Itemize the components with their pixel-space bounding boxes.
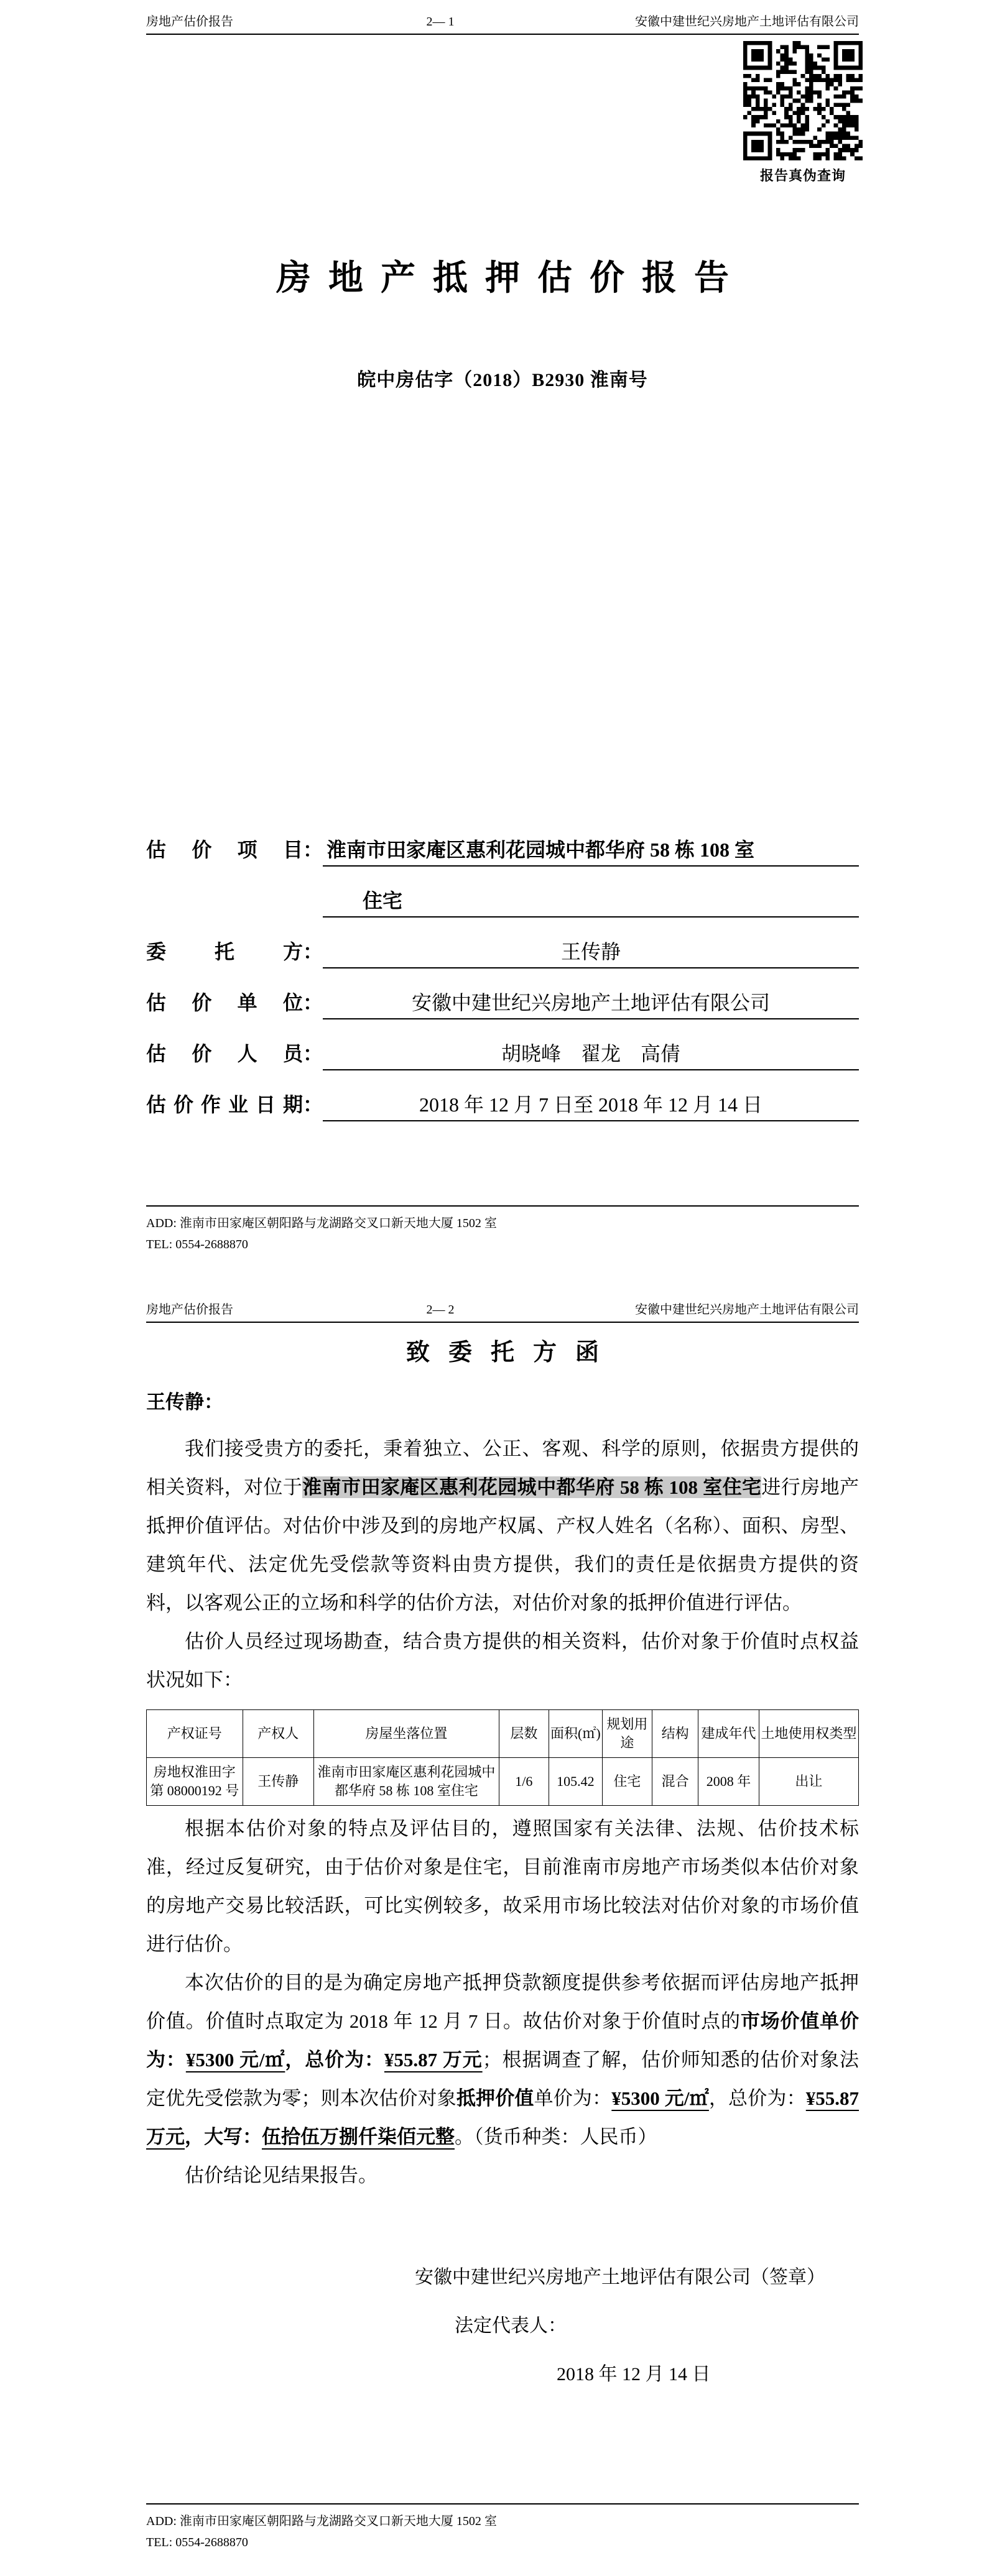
para4-unit-price-2: ¥5300 元/㎡ xyxy=(611,2087,709,2109)
table-cell-cert-no: 房地权淮田字第 08000192 号 xyxy=(147,1757,243,1805)
field-label-client: 委托方 xyxy=(146,941,303,963)
field-value-project-line1: 淮南市田家庵区惠利花园城中都华府 58 栋 108 室 xyxy=(323,834,859,867)
header-page-number: 2— 1 xyxy=(426,15,455,29)
table-row xyxy=(147,1757,859,1805)
header-company: 安徽中建世纪兴房地产土地评估有限公司 xyxy=(635,15,859,29)
header-doc-type: 房地产估价报告 xyxy=(146,15,233,29)
signature-company: 安徽中建世纪兴房地产土地评估有限公司（签章） xyxy=(415,2266,825,2288)
table-header-row xyxy=(147,1709,859,1757)
field-row-agency xyxy=(146,987,859,1019)
table-cell-area: 105.42 xyxy=(549,1757,602,1805)
field-value-appraisers: 胡晓峰 翟龙 高倩 xyxy=(323,1038,859,1070)
field-label-work-date: 估价作业日期 xyxy=(146,1093,303,1116)
letter-salutation: 王传静： xyxy=(146,1391,223,1413)
field-colon: ： xyxy=(303,839,323,861)
field-value-client: 王传静 xyxy=(323,936,859,968)
table-header-cell: 建成年代 xyxy=(698,1709,759,1757)
letter-paragraph-1 xyxy=(146,1430,859,1622)
header-page-number: 2— 2 xyxy=(426,1303,455,1317)
para4-text-a: 本次估价的目的是为确定房地产抵押贷款额度提供参考依据而评估房地产抵押价值。价值时点取定为 2018 年 12 月 7 日。故估价对象于价值时点的 xyxy=(146,1971,859,2032)
header-doc-type: 房地产估价报告 xyxy=(146,1303,233,1317)
letter-paragraph-3: 根据本估价对象的特点及评估目的，遵照国家有关法律、法规、估价技术标准，经过反复研究，由于估价对象是住宅，目前淮南市房地产市场类似本估价对象的房地产交易比较活跃，可比实例较多，故采用市场比较法对估价对象的市场价值进行估价。 xyxy=(146,1817,859,1955)
para4-total-label-1: ，总价为： xyxy=(285,2048,384,2071)
para1-text-a: 我们接受贵方的委托，秉着独立、公正、客观、科学的原则，依据贵方提供的相关资料，对位于 xyxy=(146,1437,859,1498)
page-footer xyxy=(146,1205,859,1255)
field-row-project-continued xyxy=(146,885,859,918)
field-label-spacer xyxy=(146,885,323,918)
field-colon: ： xyxy=(303,941,323,963)
qr-code-icon xyxy=(743,41,863,160)
page-header xyxy=(146,14,859,35)
para4-amount-in-words: 伍拾伍万捌仟柒佰元整 xyxy=(262,2125,455,2148)
field-label-appraisers: 估价人员 xyxy=(146,1042,303,1065)
table-cell-location: 淮南市田家庵区惠利花园城中都华府 58 栋 108 室住宅 xyxy=(314,1757,499,1805)
table-header-cell: 产权人 xyxy=(243,1709,314,1757)
header-company: 安徽中建世纪兴房地产土地评估有限公司 xyxy=(635,1303,859,1317)
footer-tel: TEL: 0554-2688870 xyxy=(146,1238,248,1251)
table-header-cell: 面积(㎡) xyxy=(549,1709,602,1757)
para4-capital-label: ，大写： xyxy=(185,2125,262,2148)
table-cell-land-right: 出让 xyxy=(759,1757,858,1805)
qr-block xyxy=(743,41,863,185)
para4-text-c: 单价为： xyxy=(534,2087,612,2109)
table-header-cell: 产权证号 xyxy=(147,1709,243,1757)
page-header xyxy=(146,1302,859,1323)
para4-total-price-1: ¥55.87 万元 xyxy=(384,2048,483,2071)
field-colon: ： xyxy=(303,1093,323,1116)
para4-market-value-label: 市场价值单价为： xyxy=(146,2010,860,2071)
cover-fields xyxy=(146,834,859,1121)
letter-to-client-page xyxy=(0,1288,987,2576)
field-value-work-date: 2018 年 12 月 7 日至 2018 年 12 月 14 日 xyxy=(323,1089,859,1121)
table-cell-floor: 1/6 xyxy=(499,1757,549,1805)
table-header-cell: 规划用途 xyxy=(602,1709,652,1757)
field-label-agency: 估价单位 xyxy=(146,991,303,1014)
table-cell-use: 住宅 xyxy=(602,1757,652,1805)
footer-address: ADD: 淮南市田家庵区朝阳路与龙湖路交叉口新天地大厦 1502 室 xyxy=(146,1217,497,1230)
table-header-cell: 结构 xyxy=(652,1709,698,1757)
para1-text-b: 进行房地产抵押价值评估。对估价中涉及到的房地产权属、产权人姓名（名称）、面积、房型、建筑年代、法定优先受偿款等资料由贵方提供，我们的责任是依据贵方提供的资料，以客观公正的立场和科学的估价方法，对估价对象的抵押价值进行评估。 xyxy=(146,1476,860,1614)
field-colon: ： xyxy=(303,1042,323,1065)
field-label-project: 估价项目 xyxy=(146,839,303,861)
para4-unit-price-1: ¥5300 元/㎡ xyxy=(185,2048,285,2071)
field-value-agency: 安徽中建世纪兴房地产土地评估有限公司 xyxy=(323,987,859,1019)
field-row-project xyxy=(146,834,859,867)
signature-legal-representative: 法定代表人： xyxy=(455,2315,567,2336)
para4-text-b: ；根据调查了解，估价师知悉的估价对象法定优先受偿款为零；则本次估价对象 xyxy=(146,2048,860,2109)
para4-total-price-2: ¥55.87 万元 xyxy=(146,2087,860,2148)
report-title: 房地产抵押估价报告 xyxy=(276,259,746,298)
letter-paragraph-4 xyxy=(146,1964,859,2156)
document-number: 皖中房估字（2018）B2930 淮南号 xyxy=(357,370,648,390)
field-row-appraisers xyxy=(146,1038,859,1070)
footer-address: ADD: 淮南市田家庵区朝阳路与龙湖路交叉口新天地大厦 1502 室 xyxy=(146,2514,497,2528)
qr-caption: 报告真伪查询 xyxy=(759,168,846,183)
para4-text-d: ，总价为： xyxy=(708,2087,806,2109)
table-cell-year: 2008 年 xyxy=(698,1757,759,1805)
field-row-client xyxy=(146,936,859,968)
field-colon: ： xyxy=(303,991,323,1014)
field-value-project-line2: 住宅 xyxy=(323,885,859,918)
table-cell-structure: 混合 xyxy=(652,1757,698,1805)
letter-paragraph-2: 估价人员经过现场勘查，结合贵方提供的相关资料，估价对象于价值时点权益状况如下： xyxy=(146,1630,859,1691)
page-footer xyxy=(146,2503,859,2553)
table-cell-owner: 王传静 xyxy=(243,1757,314,1805)
table-header-cell: 层数 xyxy=(499,1709,549,1757)
para4-currency-note: 。（货币种类：人民币） xyxy=(455,2125,657,2148)
signature-block xyxy=(415,2253,859,2399)
para4-mortgage-value-label: 抵押价值 xyxy=(456,2087,534,2109)
table-header-cell: 土地使用权类型 xyxy=(759,1709,858,1757)
para1-subject-highlight: 淮南市田家庵区惠利花园城中都华府 58 栋 108 室住宅 xyxy=(302,1476,762,1498)
field-row-work-date xyxy=(146,1089,859,1121)
letter-title: 致委托方函 xyxy=(405,1340,618,1366)
property-rights-table xyxy=(146,1709,859,1806)
letter-paragraph-5: 估价结论见结果报告。 xyxy=(185,2164,378,2186)
table-header-cell: 房屋坐落位置 xyxy=(314,1709,499,1757)
signature-date: 2018 年 12 月 14 日 xyxy=(557,2363,711,2385)
footer-tel: TEL: 0554-2688870 xyxy=(146,2536,248,2549)
